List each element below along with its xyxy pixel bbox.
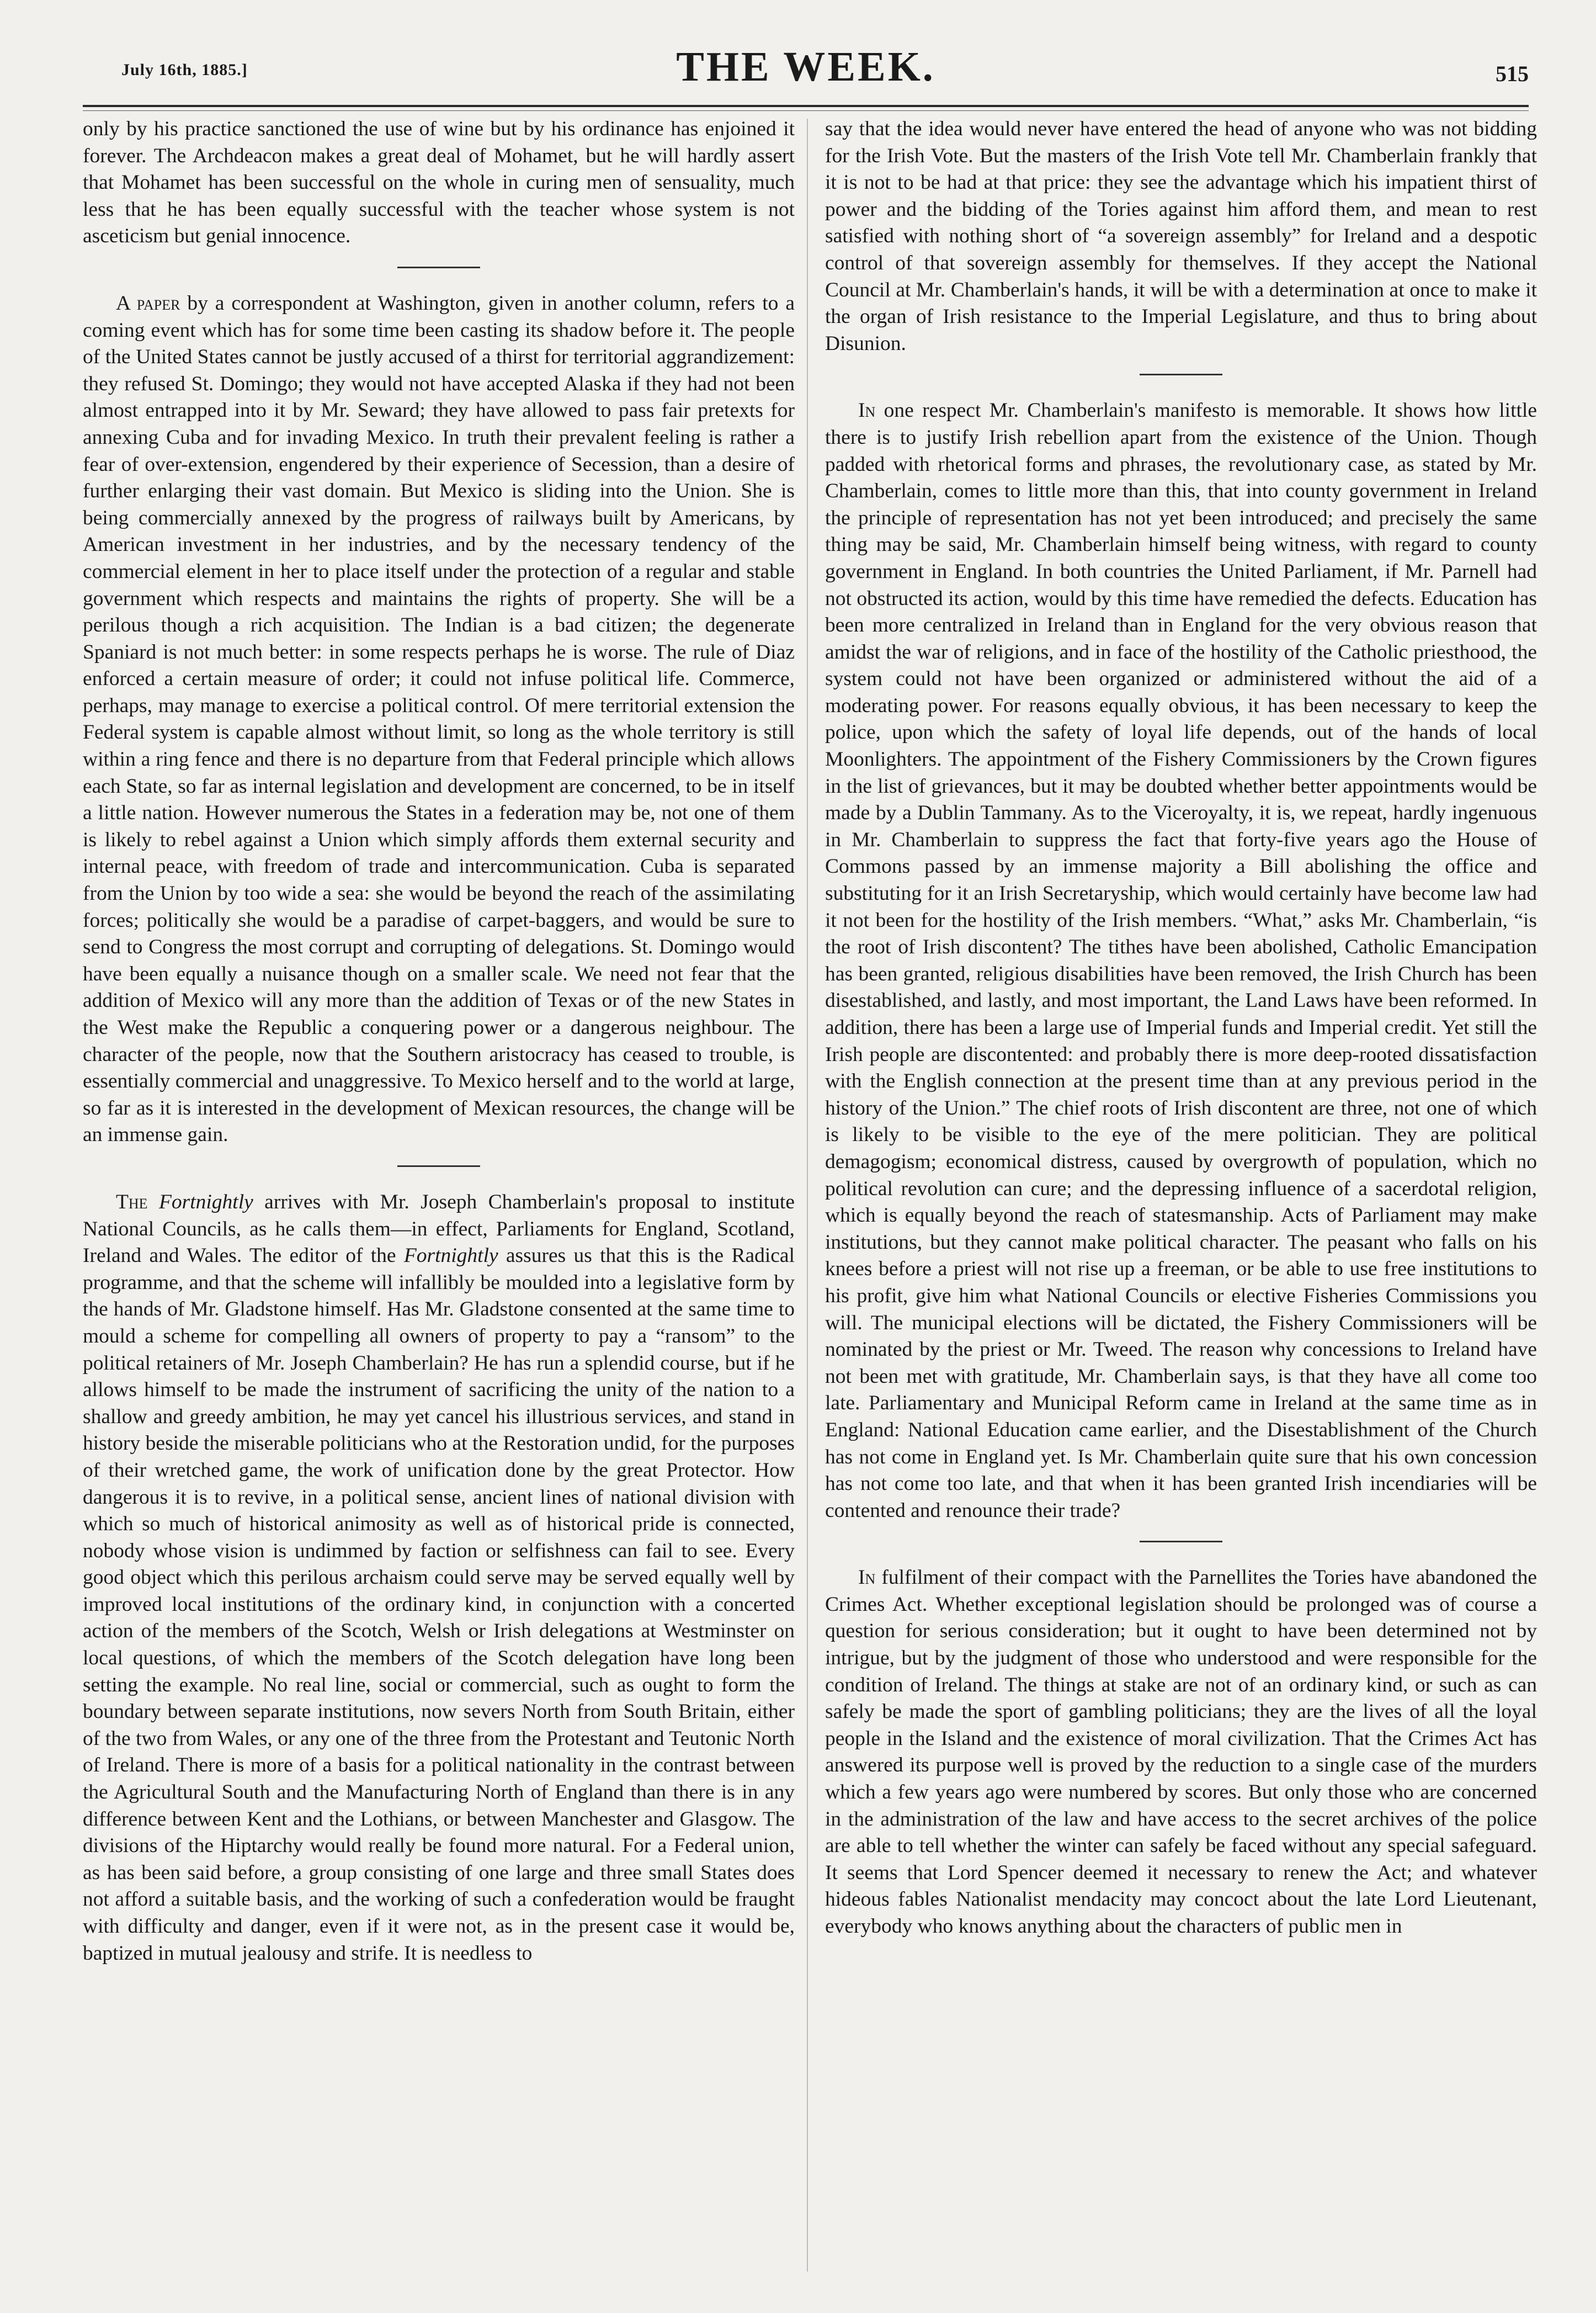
right-column (825, 116, 1537, 2285)
paragraph-mexico (83, 290, 795, 1149)
issue-date: July 16th, 1885.] (121, 61, 248, 79)
paragraph-body: fulfilment of their compact with the Parnellites the Tories have abandoned the Crimes Act. Whether exceptional legislation should be prolonged was of course a question for serious consideration; but it ought to have been determined not by intrigue, but by the judgment of those who understood and were responsible for the condition of Ireland. The things at stake are not of an ordinary kind, or such as can safely be made the sport of gambling politicians; they are the lives of all the loyal people in the Island and the existence of moral civilization. That the Crimes Act has answered its purpose well is proved by the reduction to a single case of the murders which a few years ago were numbered by scores. But only those who are concerned in the administration of the law and have access to the secret archives of the police are able to tell whether the winter can safely be faced without any special safeguard. It seems that Lord Spencer deemed it necessary to renew the Act; and whatever hideous fables Nationalist mendacity may concoct about the late Lord Lieutenant, everybody who knows anything about the characters of public men in (825, 1566, 1537, 1938)
paragraph-body: assures us that this is the Radical programme, and that the scheme will infallibly be moulded into a legislative form by the hands of Mr. Gladstone himself. Has Mr. Gladstone consented at the same time to mould a scheme for compelling all owners of property to pay a “ransom” to the political retainers of Mr. Joseph Chamberlain? He has run a splendid course, but if he allows himself to be made the instrument of sacrificing the unity of the nation to a shallow and greedy ambition, he may yet cancel his illustrious services, and stand in history beside the miserable politicians who at the Restoration undid, for the purposes of their wretched game, the work of unification done by the great Protector. How dangerous it is to revive, in a political sense, ancient lines of national division with which so much of historical animosity as well as of historical pride is connected, nobody whose vision is undimmed by faction or selfishness can fail to see. Every good object which this perilous archaism could serve may be served equally well by improved local institutions of the ordinary kind, in conjunction with a concerted action of the members of the Scotch, Welsh or Irish delegations at Westminster on local questions, of which the members of the Scotch delegation have long been setting the example. No real line, social or commercial, such as ought to form the boundary between separate institutions, now severs North from South Britain, either of the two from Wales, or any one of the three from the Protestant and Teutonic North of Ireland. There is more of a basis for a political nationality in the contrast between the Agricultural South and the Manufacturing North of England than there is in any difference between Kent and the Lothians, or between Manchester and Glasgow. The divisions of the Hiptarchy would really be found more natural. For a Federal union, as has been said before, a group consisting of one large and three small States does not afford a suitable basis, and the working of such a confederation would be fraught with difficulty and danger, even if it were not, as in the present case it would be, baptized in mutual jealousy and strife. It is needless to (83, 1244, 795, 1965)
page-number: 515 (1496, 61, 1529, 86)
left-column (83, 116, 795, 2285)
lead-words: In (858, 1566, 876, 1589)
column-divider (807, 119, 808, 2272)
section-separator (1140, 1541, 1222, 1542)
paragraph-crimes-act (825, 1564, 1537, 1940)
publication-name: Fortnightly (158, 1190, 253, 1213)
paragraph-wine: only by his practice sanctioned the use of wine but by his ordinance has enjoined it forever. The Archdeacon makes a great deal of Mohamet, but he will hardly assert that Mohamet has been successful on the whole in curing men of sensuality, much less that he has been equally successful with the teacher whose system is not asceticism but genial innocence. (83, 118, 795, 248)
header-rule-thin (83, 110, 1529, 111)
section-separator (1140, 374, 1222, 375)
paragraph-irish-vote: say that the idea would never have entered the head of anyone who was not bidding for the Irish Vote. But the masters of the Irish Vote tell Mr. Chamberlain frankly that it is not to be had at that price: they see the advantage which his impatient thirst of power and the bidding of the Tories against him afford them, and mean to rest satisfied with nothing short of “a sovereign assembly” for Ireland and a despotic control of that sovereign assembly for themselves. If they accept the National Council at Mr. Chamberlain's hands, it will be with a determination at once to make it the organ of Irish resistance to the Imperial Legislature, and thus to bring about Disunion. (825, 118, 1537, 355)
section-separator (397, 1165, 480, 1167)
paragraph-body: arrives with Mr. Joseph Chamberlain's proposal to institute National Councils, as he calls them—in effect, Parliaments for England, Scotland, Ireland and Wales. The editor of the (83, 1190, 795, 1267)
publication-title: THE WEEK. (676, 44, 935, 90)
lead-words: A paper (116, 291, 180, 315)
publication-name: Fortnightly (403, 1244, 498, 1267)
paragraph-body: one respect Mr. Chamberlain's manifesto is memorable. It shows how little there is to justify Irish rebellion apart from the existence of the Union. Though padded with rhetorical forms and phrases, the revolutionary case, as stated by Mr. Chamberlain, comes to little more than this, that into county government in Ireland the principle of representation has not yet been introduced; and precisely the same thing may be said, Mr. Chamberlain himself being witness, with regard to county government in England. In both countries the United Parliament, if Mr. Parnell had not obstructed its action, would by this time have remedied the defects. Education has been more centralized in Ireland than in England for the very obvious reason that amidst the war of religions, and in face of the hostility of the Catholic priesthood, the system could not have been organized or administered without the aid of a moderating power. For reasons equally obvious, it has been necessary to keep the police, upon which the safety of loyal life depends, out of the hands of local Moonlighters. The appointment of the Fishery Commissioners by the Crown figures in the list of grievances, but it may be doubted whether better appointments would be made by a Dublin Tammany. As to the Viceroyalty, it is, we repeat, hardly ingenuous in Mr. Chamberlain to suppress the fact that forty-five years ago the House of Commons passed by an immense majority a Bill abolishing the office and substituting for it an Irish Secretaryship, which would certainly have become law had it not been for the hostility of the Irish members. “What,” asks Mr. Chamberlain, “is the root of Irish discontent? The tithes have been abolished, Catholic Emancipation has been granted, religious disabilities have been removed, the Irish Church has been disestablished, and lastly, and most important, the Land Laws have been reformed. In addition, there has been a large use of Imperial funds and Imperial credit. Yet still the Irish people are discontented: and probably there is more deep-rooted dissatisfaction with the English connection at the present time than at any previous period in the history of the Union.” The chief roots of Irish discontent are three, not one of which is likely to be visible to the eye of the mere politician. They are political demagogism; economical distress, caused by overgrowth of population, which no political revolution can cure; and the depressing influence of a sacerdotal religion, which is equally beyond the reach of statesmanship. Acts of Parliament may make institutions, but they cannot make political character. The peasant who falls on his knees before a priest will not rise up a freeman, or be able to use free institutions to his profit, give him what National Councils or elective Fisheries Commissions you will. The municipal elections will be dictated, the Fishery Commissioners will be nominated by the priest or Mr. Tweed. The reason why concessions to Ireland have not been met with gratitude, Mr. Chamberlain says, is that they have all come too late. Parliamentary and Municipal Reform came in Ireland at the same time as in England: National Education came earlier, and the Disestablishment of the Church has not come in England yet. Is Mr. Chamberlain quite sure that his own concession has not come too late, and that when it has been granted Irish incendiaries will be contented and renounce their trade? (825, 399, 1537, 1522)
section-separator (397, 267, 480, 268)
paragraph-body: by a correspondent at Washington, given in another column, refers to a coming event which has for some time been casting its shadow before it. The people of the United States cannot be justly accused of a thirst for territorial aggrandizement: they refused St. Domingo; they would not have accepted Alaska if they had not been almost entrapped into it by Mr. Seward; they have allowed to pass fair pretexts for annexing Cuba and for invading Mexico. In truth their prevalent feeling is rather a fear of over-extension, engendered by their experience of Secession, than a desire of further enlarging their vast domain. But Mexico is sliding into the Union. She is being commercially annexed by the progress of railways built by Americans, by American investment in her industries, and by the necessary tendency of the commercial element in her to place itself under the protection of a regular and stable government which respects and maintains the rights of property. She will be a perilous though a rich acquisition. The Indian is a bad citizen; the degenerate Spaniard is not much better: in some respects perhaps he is worse. The rule of Diaz enforced a certain measure of order; it could not infuse political life. Commerce, perhaps, may manage to exercise a political control. Of mere territorial extension the Federal system is capable almost without limit, so long as the whole territory is still within a ring fence and there is no departure from that Federal principle which allows each State, so far as internal legislation and development are concerned, to be in itself a little nation. However numerous the States in a federation may be, not one of them is likely to rebel against a Union which simply affords them external security and internal peace, with freedom of trade and intercommunication. Cuba is separated from the Union by too wide a sea: she would be beyond the reach of the assimilating forces; politically she would be a paradise of carpet-baggers, and would be sure to send to Congress the most corrupt and corrupting of delegations. St. Domingo would have been equally a nuisance though on a smaller scale. We need not fear that the addition of Mexico will any more than the addition of Texas or of the new States in the West make the Republic a conquering power or a dangerous neighbour. The character of the people, now that the Southern aristocracy has ceased to trouble, is essentially commercial and unaggressive. To Mexico herself and to the world at large, so far as it is interested in the development of Mexican resources, the change will be an immense gain. (83, 291, 795, 1147)
paragraph-manifesto (825, 397, 1537, 1524)
header-rule (83, 105, 1529, 107)
lead-words: In (858, 399, 876, 422)
paragraph-fortnightly (83, 1189, 795, 1967)
lead-words: The (116, 1190, 148, 1213)
masthead (83, 39, 1529, 99)
